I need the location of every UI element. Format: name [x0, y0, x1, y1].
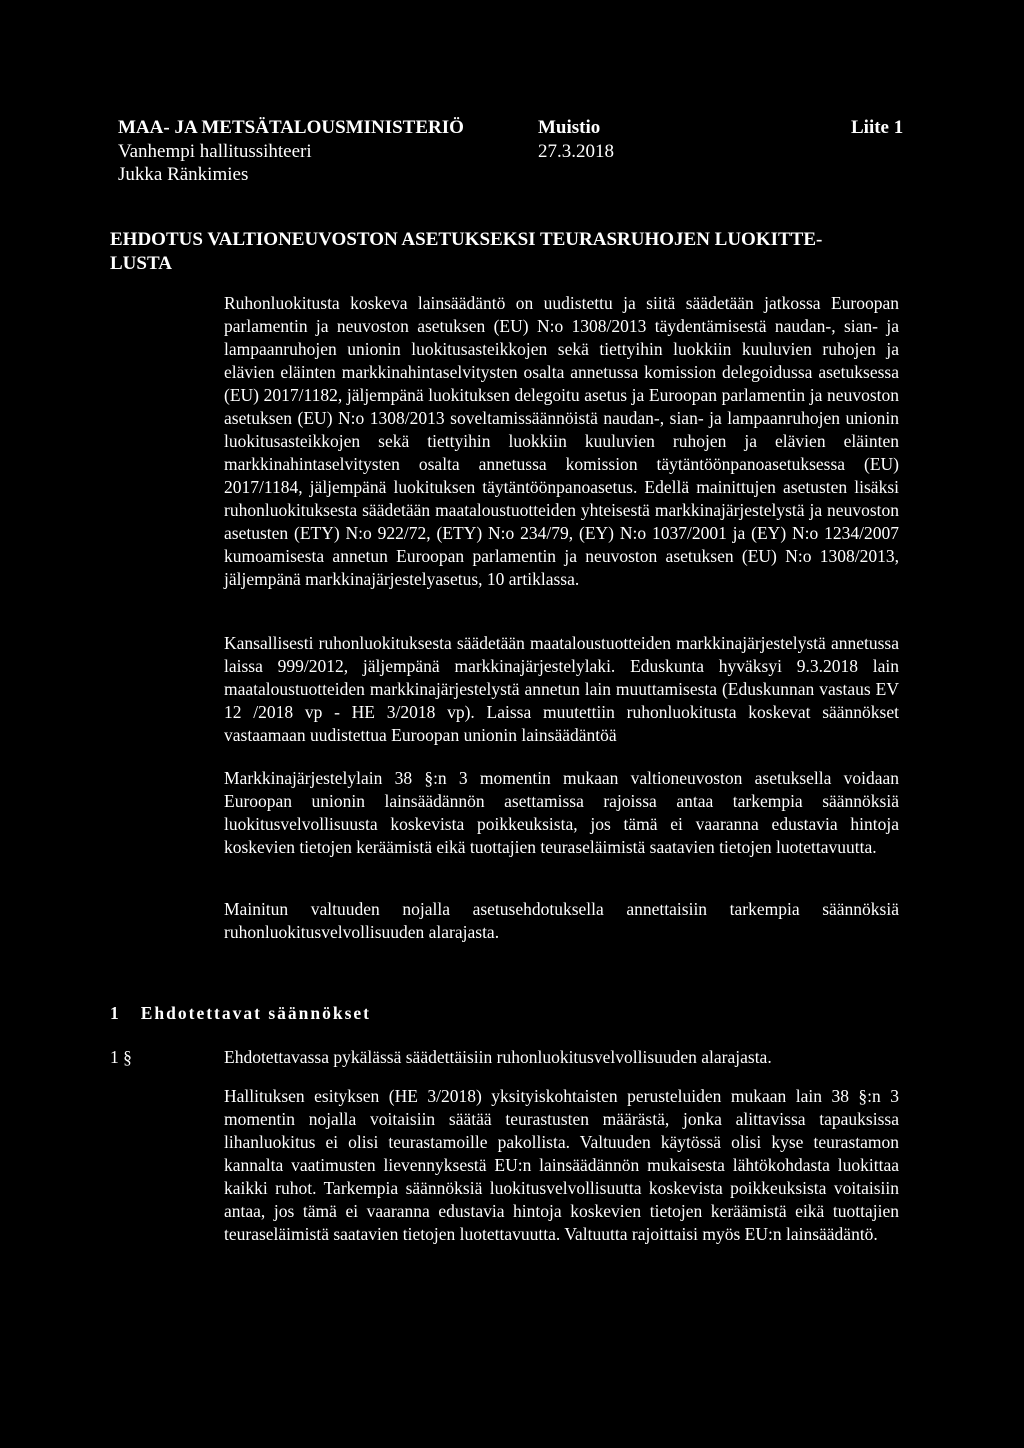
document-type: Muistio — [538, 117, 601, 138]
section-title: Ehdotettavat säännökset — [140, 1003, 372, 1023]
section-number: 1 — [110, 1003, 119, 1023]
ministry-name: MAA- JA METSÄTALOUSMINISTERIÖ — [118, 117, 464, 138]
attachment-label: Liite 1 — [851, 117, 904, 138]
provision-explanation: Hallituksen esityksen (HE 3/2018) yksityiskohtaisten perusteluiden mukaan lain 38 §:n 3 momentin nojalla voitaisiin säätää teurastusten määrästä, jonka alittavissa tapauksissa lihanluokitus ei olisi teurastamoille pakollista. Valtuuden käytössä olisi kyse teurastamon kannalta vaatimusten lievennyksestä EU:n lainsäädännön mukaisesta lähtökohdasta luokittaa kaikki ruhot. Tarkempia säännöksiä luokitusvelvollisuutta koskevista poikkeuksista voitaisiin antaa, jos tämä ei vaaranna edustavia hintoja koskevien tietojen keräämistä eikä tuottajien teuraseläimistä saatavien tietojen luotettavuutta. Valtuutta rajoittaisi myös EU:n lainsäädäntö. — [224, 1086, 899, 1244]
document-date: 27.3.2018 — [538, 141, 614, 162]
provision-text: Ehdotettavassa pykälässä säädettäisiin ruhonluokitusvelvollisuuden alarajasta. — [224, 1047, 772, 1067]
document-title: EHDOTUS VALTIONEUVOSTON ASETUKSEKSI TEURASRUHOJEN LUOKITTELUSTA — [110, 229, 823, 274]
paragraph-national-law: Kansallisesti ruhonluokituksesta säädetään maataloustuotteiden markkinajärjestelystä annetussa laissa 999/2012, jäljempänä markkinajärjestelylaki. Eduskunta hyväksyi 9.3.2018 lain maataloustuotteiden markkinajärjestelystä annetun lain muuttamisesta (Eduskunnan vastaus EV 12 /2018 vp - HE 3/2018 vp). Laissa muutettiin ruhonluokitusta koskevat säännökset vastaamaan uudistettua Euroopan unionin lainsäädäntöä — [224, 633, 899, 745]
paragraph-authority: Markkinajärjestelylain 38 §:n 3 momentin mukaan valtioneuvoston asetuksella voidaan Euroopan unionin lainsäädännön asettamissa rajoissa antaa tarkempia säännöksiä luokitusvelvollisuusta koskevista poikkeuksista, jos tämä ei vaaranna edustavia hintoja koskevien tietojen keräämistä eikä tuottajien teuraseläimistä saatavien tietojen luotettavuutta. — [224, 768, 899, 857]
paragraph-proposal-scope: Mainitun valtuuden nojalla asetusehdotuksella annettaisiin tarkempia säännöksiä ruhonluokitusvelvollisuuden alarajasta. — [224, 899, 899, 942]
provision-reference: 1 § — [110, 1047, 132, 1067]
paragraph-legislation-overview: Ruhonluokitusta koskeva lainsäädäntö on uudistettu ja siitä säädetään jatkossa Euroopan parlamentin ja neuvoston asetuksen (EU) N:o 1308/2013 täydentämisestä naudan-, sian- ja lampaanruhojen unionin luokitusasteikkojen sekä tiettyihin luokkiin kuuluvien ruhojen ja elävien eläinten markkinahintaselvitysten osalta annetussa komission delegoidussa asetuksessa (EU) 2017/1182, jäljempänä luokituksen delegoitu asetus ja Euroopan parlamentin ja neuvoston asetuksen (EU) N:o 1308/2013 soveltamissäännöistä naudan-, sian- ja lampaanruhojen unionin luokitusasteikkojen sekä tiettyihin luokkiin kuuluvien ruhojen ja elävien eläinten markkinahintaselvitysten osalta annetussa komission täytäntöönpanoasetuksessa (EU) 2017/1184, jäljempänä luokituksen täytäntöönpanoasetus. Edellä mainittujen asetusten lisäksi ruhonluokituksesta säädetään maataloustuotteiden yhteisestä markkinajärjestelystä ja neuvoston asetusten (ETY) N:o 922/72, (ETY) N:o 234/79, (EY) N:o 1037/2001 ja (EY) N:o 1234/2007 kumoamisesta annetun Euroopan parlamentin ja neuvoston asetuksen (EU) N:o 1308/2013, jäljempänä markkinajärjestelyasetus, 10 artiklassa. — [224, 293, 899, 589]
author-title: Vanhempi hallitussihteeri — [118, 141, 312, 162]
author-name: Jukka Ränkimies — [118, 164, 249, 185]
section-heading — [110, 1002, 371, 1025]
